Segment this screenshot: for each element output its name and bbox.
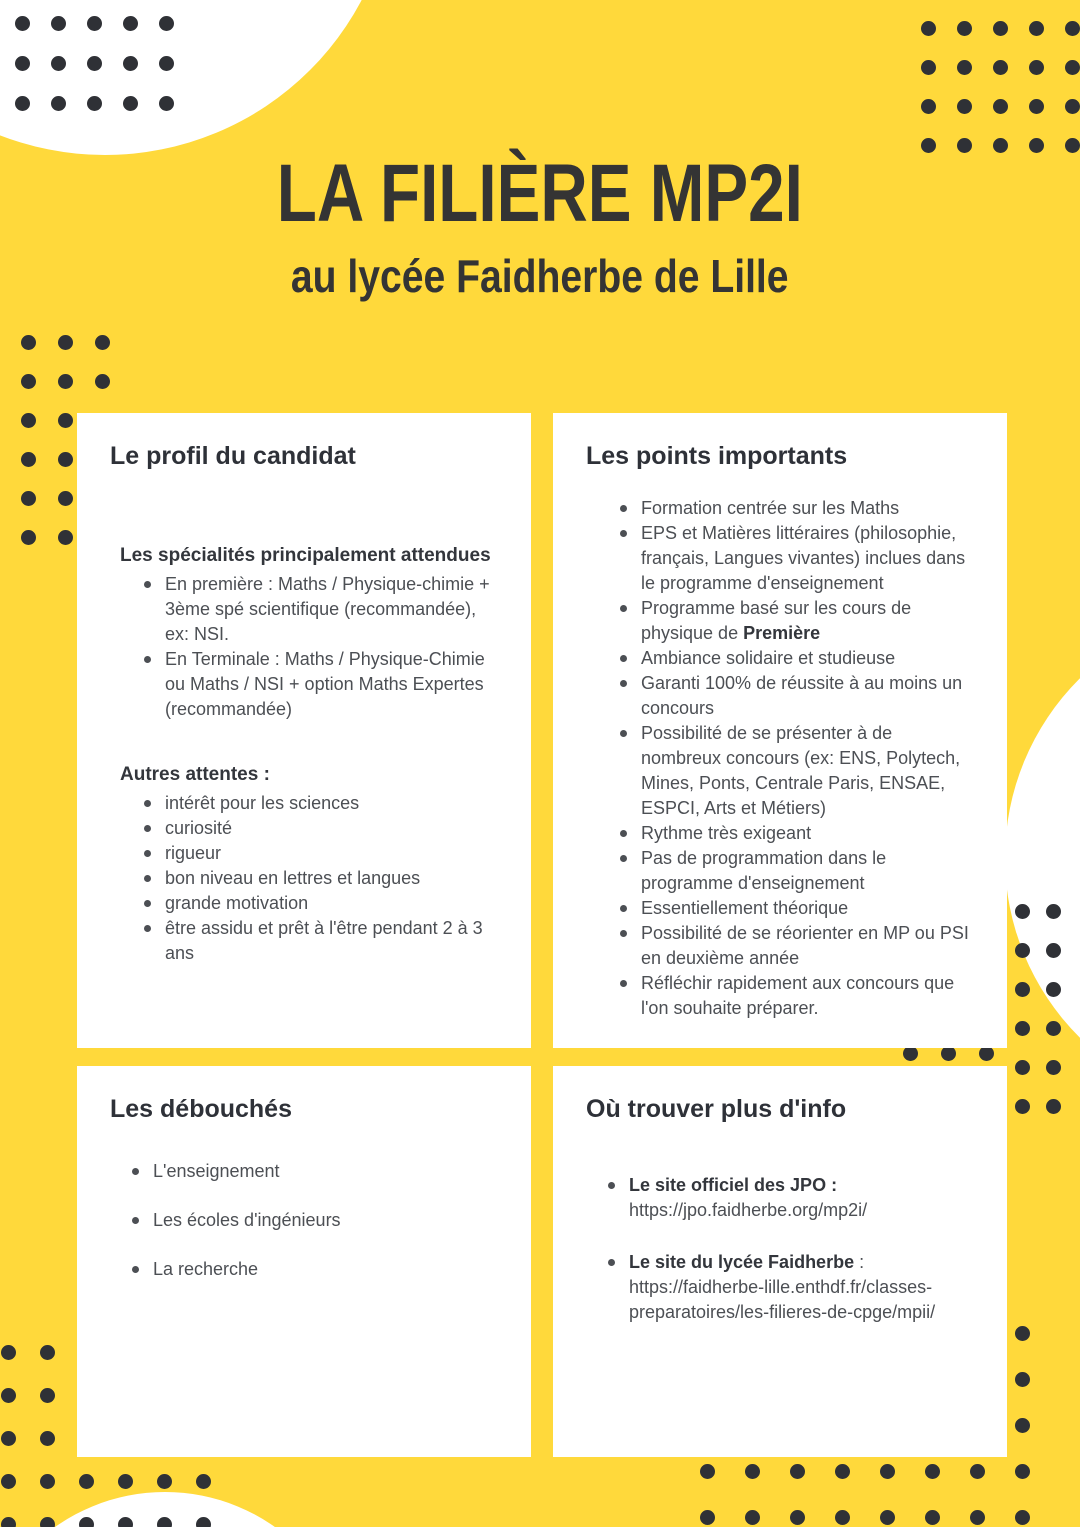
link-label: Le site officiel des JPO : [629, 1175, 838, 1195]
list-item: Rythme très exigeant [608, 821, 970, 846]
card-debouches [77, 1066, 531, 1457]
list-item: Possibilité de se réorienter en MP ou PSI en deuxième année [608, 921, 970, 971]
card-points-importants [553, 413, 1007, 1048]
link-label: Le site du lycée Faidherbe : [629, 1252, 865, 1272]
url-text: https://faidherbe-lille.enthdf.fr/classes-preparatoires/les-filieres-de-cpge/mpii/ [629, 1277, 936, 1322]
url-text: https://jpo.faidherbe.org/mp2i/ [629, 1200, 868, 1220]
list-item: EPS et Matières littéraires (philosophie, français, Langues vivantes) inclues dans le programme d'enseignement [608, 521, 970, 596]
list-item: En première : Maths / Physique-chimie + 3ème spé scientifique (recommandée), ex: NSI. [132, 572, 494, 647]
bullet-list-info-links [596, 1173, 958, 1325]
list-item: Essentiellement théorique [608, 896, 970, 921]
list-item: Ambiance solidaire et studieuse [608, 646, 970, 671]
card-title: Les points importants [586, 442, 848, 470]
list-item: Réfléchir rapidement aux concours que l'on souhaite préparer. [608, 971, 970, 1021]
page-title [0, 150, 1080, 238]
list-item: Pas de programmation dans le programme d'enseignement [608, 846, 970, 896]
card-title: Les débouchés [110, 1095, 292, 1123]
bullet-list-specialites [132, 572, 494, 722]
list-item: La recherche [120, 1257, 482, 1282]
list-item: Garanti 100% de réussite à au moins un concours [608, 671, 970, 721]
page-subtitle-text: au lycée Faidherbe de Lille [291, 250, 789, 302]
bullet-list-autres-attentes [132, 791, 494, 966]
list-item: Formation centrée sur les Maths [608, 496, 970, 521]
list-item: L'enseignement [120, 1159, 482, 1184]
card-title: Où trouver plus d'info [586, 1095, 847, 1123]
card-plus-info [553, 1066, 1007, 1457]
page-title-text: LA FILIÈRE MP2I [276, 148, 804, 239]
card-profil-candidat [77, 413, 531, 1048]
list-item: bon niveau en lettres et langues [132, 866, 494, 891]
list-item: Possibilité de se présenter à de nombreux concours (ex: ENS, Polytech, Mines, Ponts, Centrale Paris, ENSAE, ESPCI, Arts et Métiers) [608, 721, 970, 821]
decor-circle-right [1005, 605, 1080, 1111]
card-title: Le profil du candidat [110, 442, 356, 470]
list-item: rigueur [132, 841, 494, 866]
list-item [596, 1250, 958, 1325]
list-item: grande motivation [132, 891, 494, 916]
bullet-list-debouches [120, 1159, 482, 1282]
poster-header [0, 150, 1080, 302]
section-heading-autres-attentes: Autres attentes : [120, 764, 270, 785]
bullet-list-points [608, 496, 970, 1021]
list-item: Les écoles d'ingénieurs [120, 1208, 482, 1233]
section-heading-specialites: Les spécialités principalement attendues [120, 545, 491, 566]
list-item: être assidu et prêt à l'être pendant 2 à 3 ans [132, 916, 494, 966]
list-item: En Terminale : Maths / Physique-Chimie ou Maths / NSI + option Maths Expertes (recommandée) [132, 647, 494, 722]
list-item [596, 1173, 958, 1223]
list-item: curiosité [132, 816, 494, 841]
page-subtitle [0, 250, 1080, 302]
list-item: Programme basé sur les cours de physique de Première [608, 596, 970, 646]
list-item: intérêt pour les sciences [132, 791, 494, 816]
